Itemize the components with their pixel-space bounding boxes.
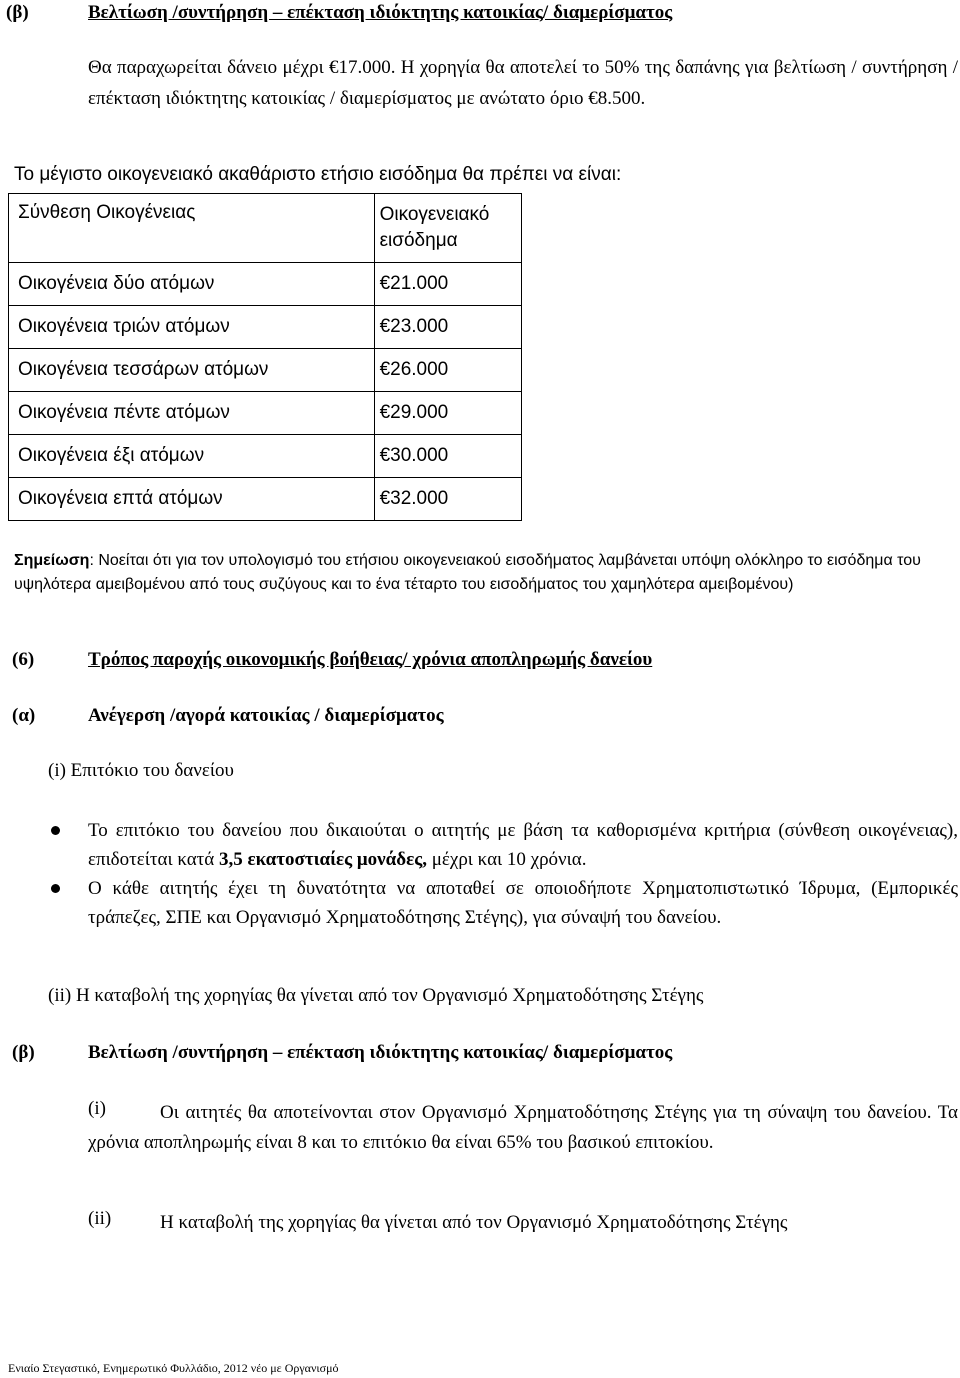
table-header-row [9, 194, 522, 263]
table-row [9, 478, 522, 521]
footer-text: Ενιαίο Στεγαστικό, Ενημερωτικό Φυλλάδιο, 2012 νέο με Οργανισμό [8, 1361, 339, 1375]
section-6-label: (6) [12, 649, 35, 670]
section-beta-bottom-label: (β) [12, 1042, 35, 1063]
table-row [9, 349, 522, 392]
income-table [8, 193, 522, 521]
family-cell: Οικογένεια τεσσάρων ατόμων [9, 349, 375, 392]
table-row [9, 263, 522, 306]
beta-item-ii-label: (ii) [88, 1208, 112, 1229]
income-cell: €32.000 [374, 478, 521, 521]
bullet1-post: μέχρι και 10 χρόνια. [426, 849, 587, 870]
income-cell: €29.000 [374, 392, 521, 435]
bullet-icon [51, 884, 60, 893]
beta-item-i-text: Οι αιτητές θα αποτείνονται στον Οργανισμό Χρηματοδότησης Στέγης για τη σύναψη του δανείου. Τα χρόνια αποπληρωμής είναι 8 και το επιτόκιο θα είναι 65% του βασικού επιτοκίου. [88, 1102, 958, 1153]
alpha-bullet-1 [88, 816, 958, 874]
bullet1-pre: Το επιτόκιο του δανείου που δικαιούται ο αιτητής με βάση τα καθορισμένα κριτήρια (σύνθεση οικογένειας), επιδοτείται κατά [88, 820, 958, 870]
family-cell: Οικογένεια έξι ατόμων [9, 435, 375, 478]
income-cell: €23.000 [374, 306, 521, 349]
section-beta-bottom-title: Βελτίωση /συντήρηση – επέκταση ιδιόκτητης κατοικίας/ διαμερίσματος [88, 1042, 673, 1063]
income-intro: Το μέγιστο οικογενειακό ακαθάριστο ετήσιο εισόδημα θα πρέπει να είναι: [14, 164, 622, 185]
table-row [9, 306, 522, 349]
income-cell: €21.000 [374, 263, 521, 306]
family-cell: Οικογένεια τριών ατόμων [9, 306, 375, 349]
alpha-sub-ii: (ii) Η καταβολή της χορηγίας θα γίνεται από τον Οργανισμό Χρηματοδότησης Στέγης [48, 985, 704, 1006]
section-beta-top-title: Βελτίωση /συντήρηση – επέκταση ιδιόκτητης κατοικίας/ διαμερίσματος [88, 2, 673, 23]
family-cell: Οικογένεια επτά ατόμων [9, 478, 375, 521]
header-income-line1: Οικογενειακό [379, 204, 490, 225]
alpha-sub-i: (i) Επιτόκιο του δανείου [48, 760, 234, 781]
family-cell: Οικογένεια δύο ατόμων [9, 263, 375, 306]
bullet1-bold: 3,5 εκατοστιαίες μονάδες, [219, 849, 427, 870]
section-beta-top-label: (β) [6, 2, 29, 23]
header-composition: Σύνθεση Οικογένειας [9, 194, 375, 263]
section-alpha-title: Ανέγερση /αγορά κατοικίας / διαμερίσματος [88, 705, 444, 726]
section-alpha-label: (α) [12, 705, 36, 726]
alpha-bullet-2: Ο κάθε αιτητής έχει τη δυνατότητα να αποταθεί σε οποιοδήποτε Χρηματοπιστωτικό Ίδρυμα, (Εμπορικές τράπεζες, ΣΠΕ και Οργανισμό Χρηματοδότησης Στέγης), για σύναψή του δανείου. [88, 878, 958, 928]
section-beta-top-paragraph: Θα παραχωρείται δάνειο μέχρι €17.000. Η χορηγία θα αποτελεί το 50% της δαπάνης για βελτίωση / συντήρηση / επέκταση ιδιόκτητης κατοικίας / διαμερίσματος με ανώτατο όριο €8.500. [88, 57, 958, 109]
beta-item-ii-text: Η καταβολή της χορηγίας θα γίνεται από τον Οργανισμό Χρηματοδότησης Στέγης [160, 1212, 788, 1233]
note-text: : Νοείται ότι για τον υπολογισμό του ετήσιου οικογενειακού εισοδήματος λαμβάνεται υπόψη ολόκληρο το εισόδημα του υψηλότερα αμειβομένου από τους συζύγους και το ένα τέταρτο του εισοδήματος του χαμηλότερα αμειβομένου) [14, 552, 921, 593]
bullet-icon [51, 826, 60, 835]
table-row [9, 392, 522, 435]
income-cell: €30.000 [374, 435, 521, 478]
note-label: Σημείωση [14, 552, 90, 569]
income-cell: €26.000 [374, 349, 521, 392]
note [14, 549, 958, 596]
header-income-line2: εισόδημα [379, 230, 458, 251]
beta-item-i-label: (i) [88, 1098, 106, 1119]
section-6-title: Τρόπος παροχής οικονομικής βοήθειας/ χρόνια αποπληρωμής δανείου [88, 649, 653, 670]
family-cell: Οικογένεια πέντε ατόμων [9, 392, 375, 435]
table-row [9, 435, 522, 478]
header-income [374, 194, 521, 263]
